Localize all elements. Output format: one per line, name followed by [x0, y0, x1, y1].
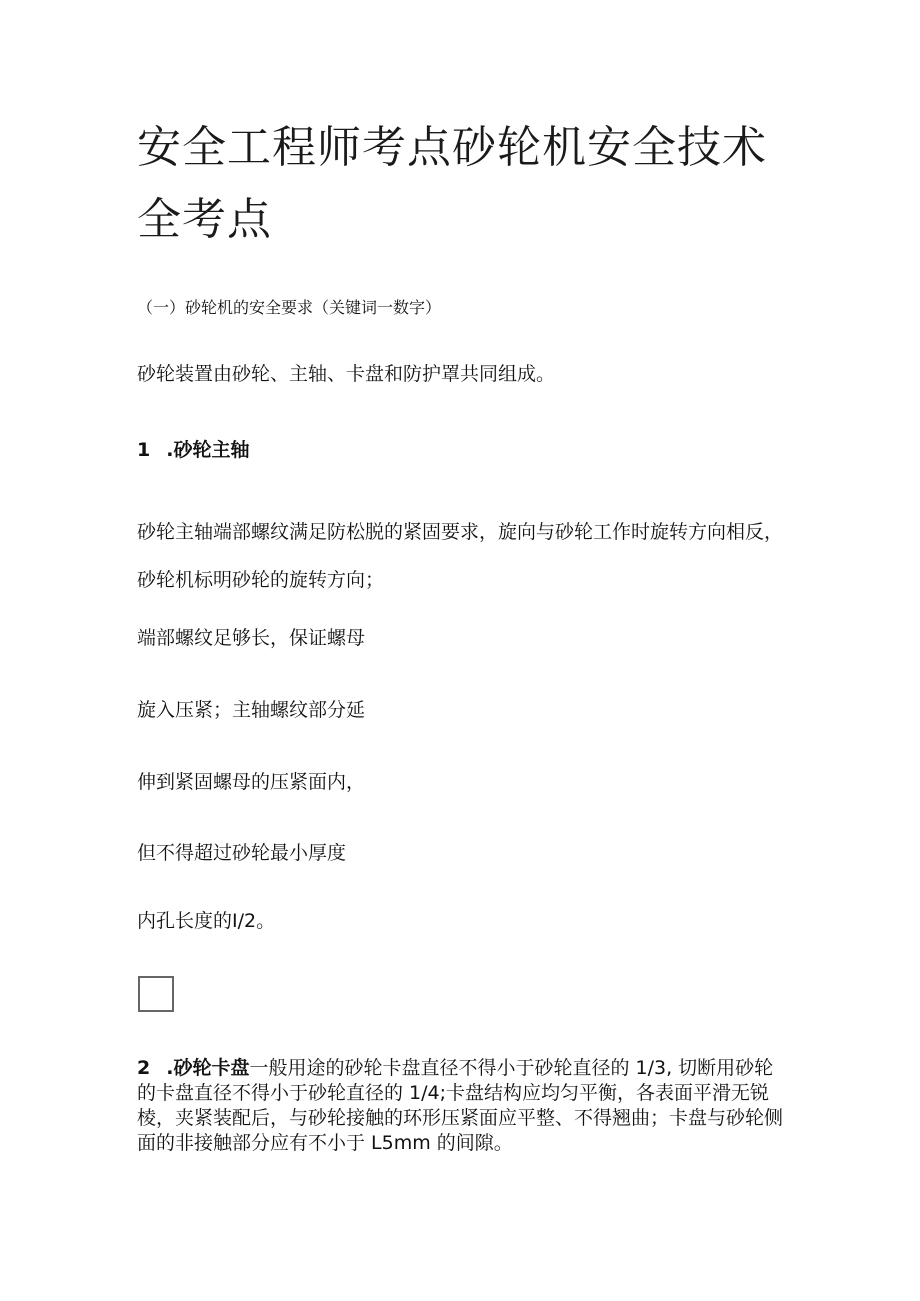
intro-paragraph: 砂轮装置由砂轮、主轴、卡盘和防护罩共同组成。	[137, 363, 556, 385]
spindle-heading-text: .砂轮主轴	[166, 439, 250, 461]
spindle-heading-number: 1	[137, 439, 151, 461]
chuck-text: 一般用途的砂轮卡盘直径不得小于砂轮直径的 1/3, 切断用砂轮的卡盘直径不得小于砂轮直径的 1/4;卡盘结构应均匀平衡，各表面平滑无锐棱，夹紧装配后，与砂轮接触的环形压紧面应平整、不得翘曲；卡盘与砂轮侧面的非接触部分应有不小于 L5mm 的间隙。	[137, 1057, 784, 1154]
chuck-heading	[137, 1057, 249, 1079]
section-heading: （一）砂轮机的安全要求（关键词一数字）	[137, 298, 442, 317]
empty-box-icon	[138, 976, 174, 1012]
spindle-line: 端部螺纹足够长，保证螺母	[137, 627, 366, 649]
chuck-paragraph	[137, 1056, 787, 1156]
document-title: 安全工程师考点砂轮机安全技术全考点	[137, 122, 767, 245]
spindle-paragraph: 砂轮主轴端部螺纹满足防松脱的紧固要求，旋向与砂轮工作时旋转方向相反，砂轮机标明砂轮的旋转方向；	[137, 521, 784, 591]
spindle-line: 但不得超过砂轮最小厚度	[137, 842, 347, 864]
spindle-line: 伸到紧固螺母的压紧面内，	[137, 771, 366, 793]
spindle-line: 内孔长度的I/2。	[137, 910, 276, 932]
spindle-line: 旋入压紧；主轴螺纹部分延	[137, 699, 366, 721]
spindle-heading	[137, 437, 249, 463]
chuck-heading-text: .砂轮卡盘	[166, 1057, 250, 1079]
chuck-heading-number: 2	[137, 1057, 151, 1079]
